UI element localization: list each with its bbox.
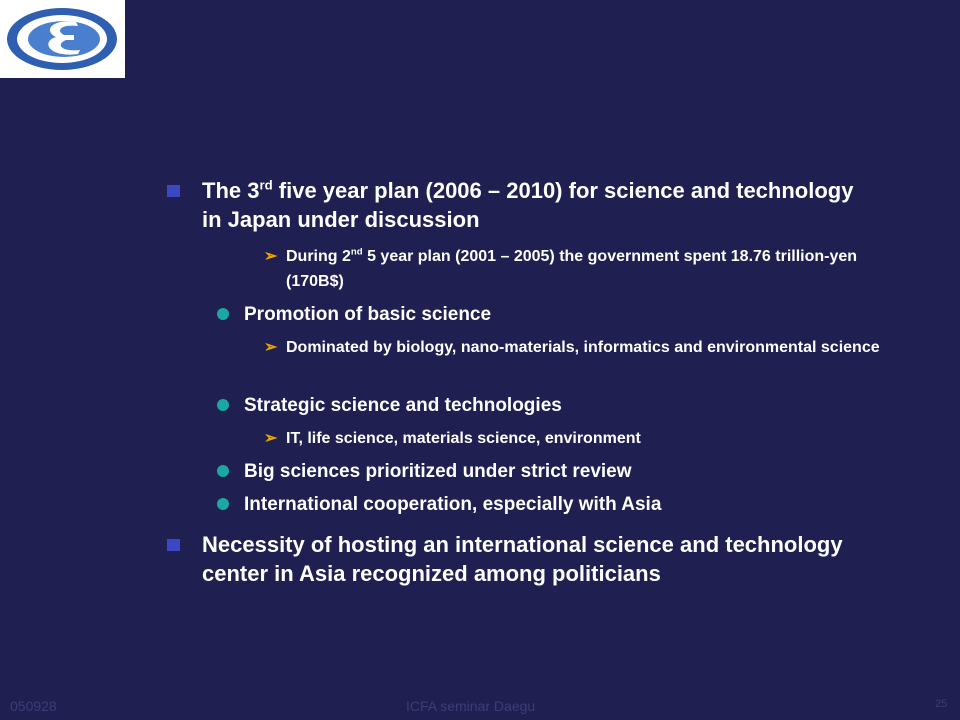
subbullet-basic-science	[264, 335, 886, 360]
superscript: rd	[259, 177, 273, 193]
bullet-text: The 3	[202, 178, 260, 203]
square-bullet-icon	[167, 185, 180, 197]
dot-bullet-icon	[217, 399, 229, 411]
bullet-big-sciences	[244, 459, 864, 484]
logo	[0, 0, 125, 78]
footer-event: ICFA seminar Daegu	[406, 698, 536, 714]
subbullet-second-plan	[264, 244, 886, 294]
bullet-text: five year plan (2006 – 2010) for science and technology in Japan under discussion	[202, 178, 854, 232]
bullet-text: Big sciences prioritized under strict review	[244, 461, 632, 482]
bullet-text: International cooperation, especially with Asia	[244, 494, 662, 515]
epsilon-logo-icon	[4, 4, 121, 74]
square-bullet-icon	[167, 539, 180, 551]
bullet-text: Promotion of basic science	[244, 304, 492, 325]
dot-bullet-icon	[217, 308, 229, 320]
bullet-hosting-center	[202, 530, 862, 588]
arrow-bullet-icon: ➢	[264, 430, 278, 447]
bullet-third-plan	[202, 176, 862, 234]
bullet-basic-science	[244, 302, 864, 327]
arrow-bullet-icon: ➢	[264, 248, 278, 265]
dot-bullet-icon	[217, 498, 229, 510]
bullet-international	[244, 492, 864, 517]
superscript: nd	[350, 246, 363, 258]
dot-bullet-icon	[217, 465, 229, 477]
bullet-text: Dominated by biology, nano-materials, informatics and environmental science	[286, 339, 880, 356]
bullet-text: Strategic science and technologies	[244, 395, 562, 416]
bullet-strategic	[244, 393, 864, 418]
bullet-text: During 2	[286, 248, 351, 265]
bullet-text: 5 year plan (2001 – 2005) the government spent 18.76 trillion-yen (170B$)	[286, 248, 858, 290]
bullet-text: IT, life science, materials science, environment	[286, 430, 641, 447]
page-number: 25	[935, 698, 948, 710]
footer-date: 050928	[10, 698, 57, 714]
arrow-bullet-icon: ➢	[264, 339, 278, 356]
subbullet-strategic	[264, 426, 886, 451]
bullet-text: Necessity of hosting an international science and technology center in Asia recognized among politicians	[202, 532, 843, 586]
